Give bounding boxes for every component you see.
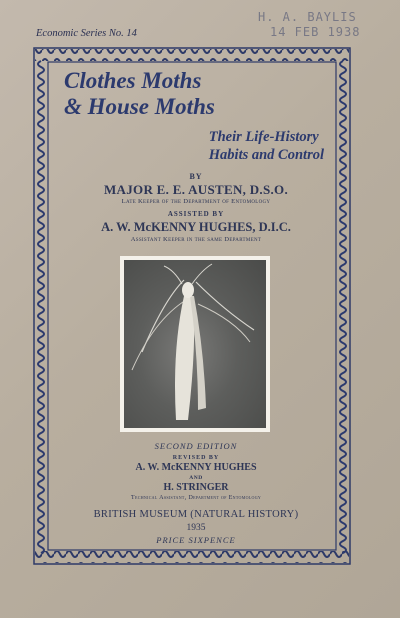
title-line-1: Clothes Moths — [64, 68, 202, 93]
subtitle-line-2: Habits and Control — [208, 147, 324, 163]
moth-image — [124, 260, 266, 428]
reviser-2-name: H. STRINGER — [163, 482, 229, 493]
publisher: BRITISH MUSEUM (NATURAL HISTORY) — [93, 509, 299, 520]
author-1-title: Late Keeper of the Department of Entomology — [121, 198, 271, 205]
by-label: BY — [189, 172, 203, 181]
revised-by-label: REVISED BY — [172, 455, 220, 461]
title-line-2: & House Moths — [64, 94, 215, 119]
and-label: AND — [189, 475, 203, 481]
subtitle-line-1: Their Life-History — [208, 129, 319, 145]
author-2-title: Assistant Keeper in the same Department — [130, 236, 262, 243]
edition-label: SECOND EDITION — [154, 441, 238, 451]
reviser-1-name: A. W. McKENNY HUGHES — [135, 462, 257, 473]
library-stamp — [258, 10, 368, 40]
cover-content — [50, 64, 342, 548]
series-label: Economic Series No. 14 — [36, 28, 137, 39]
price-label: PRICE SIXPENCE — [156, 535, 236, 545]
border-left-pattern — [38, 61, 44, 553]
stamp-name: H. A. BAYLIS — [258, 10, 357, 24]
moth-photograph — [120, 256, 270, 432]
author-2-name: A. W. McKENNY HUGHES, D.I.C. — [101, 220, 291, 234]
publication-year: 1935 — [186, 523, 206, 533]
author-1-name: MAJOR E. E. AUSTEN, D.S.O. — [103, 182, 289, 197]
moth-illustration — [124, 260, 266, 428]
subtitle — [209, 128, 324, 164]
stamp-date: 14 FEB 1938 — [270, 25, 361, 39]
reviser-2-title: Technical Assistant, Department of Entomology — [130, 494, 262, 501]
assisted-by-label: ASSISTED BY — [167, 210, 225, 218]
